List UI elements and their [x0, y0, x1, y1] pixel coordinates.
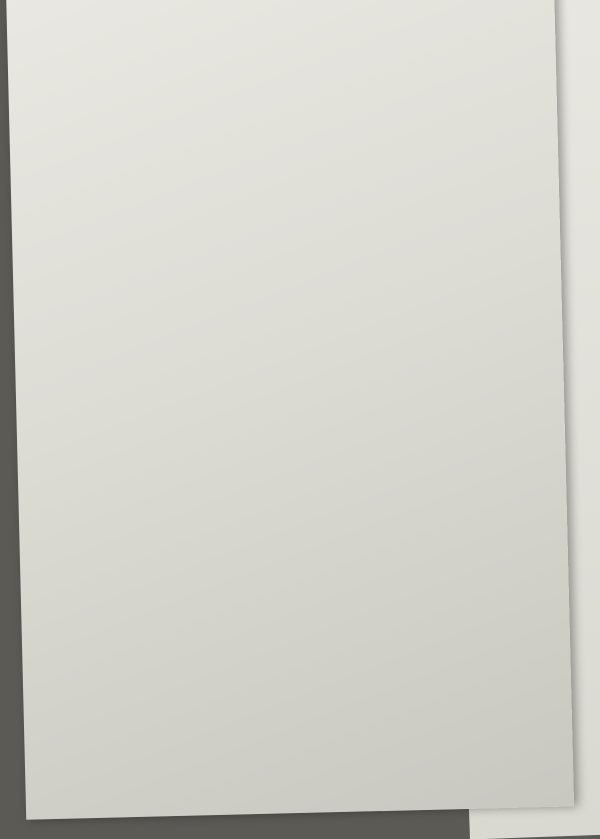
exam-page — [6, 0, 574, 820]
question-list — [54, 45, 524, 56]
